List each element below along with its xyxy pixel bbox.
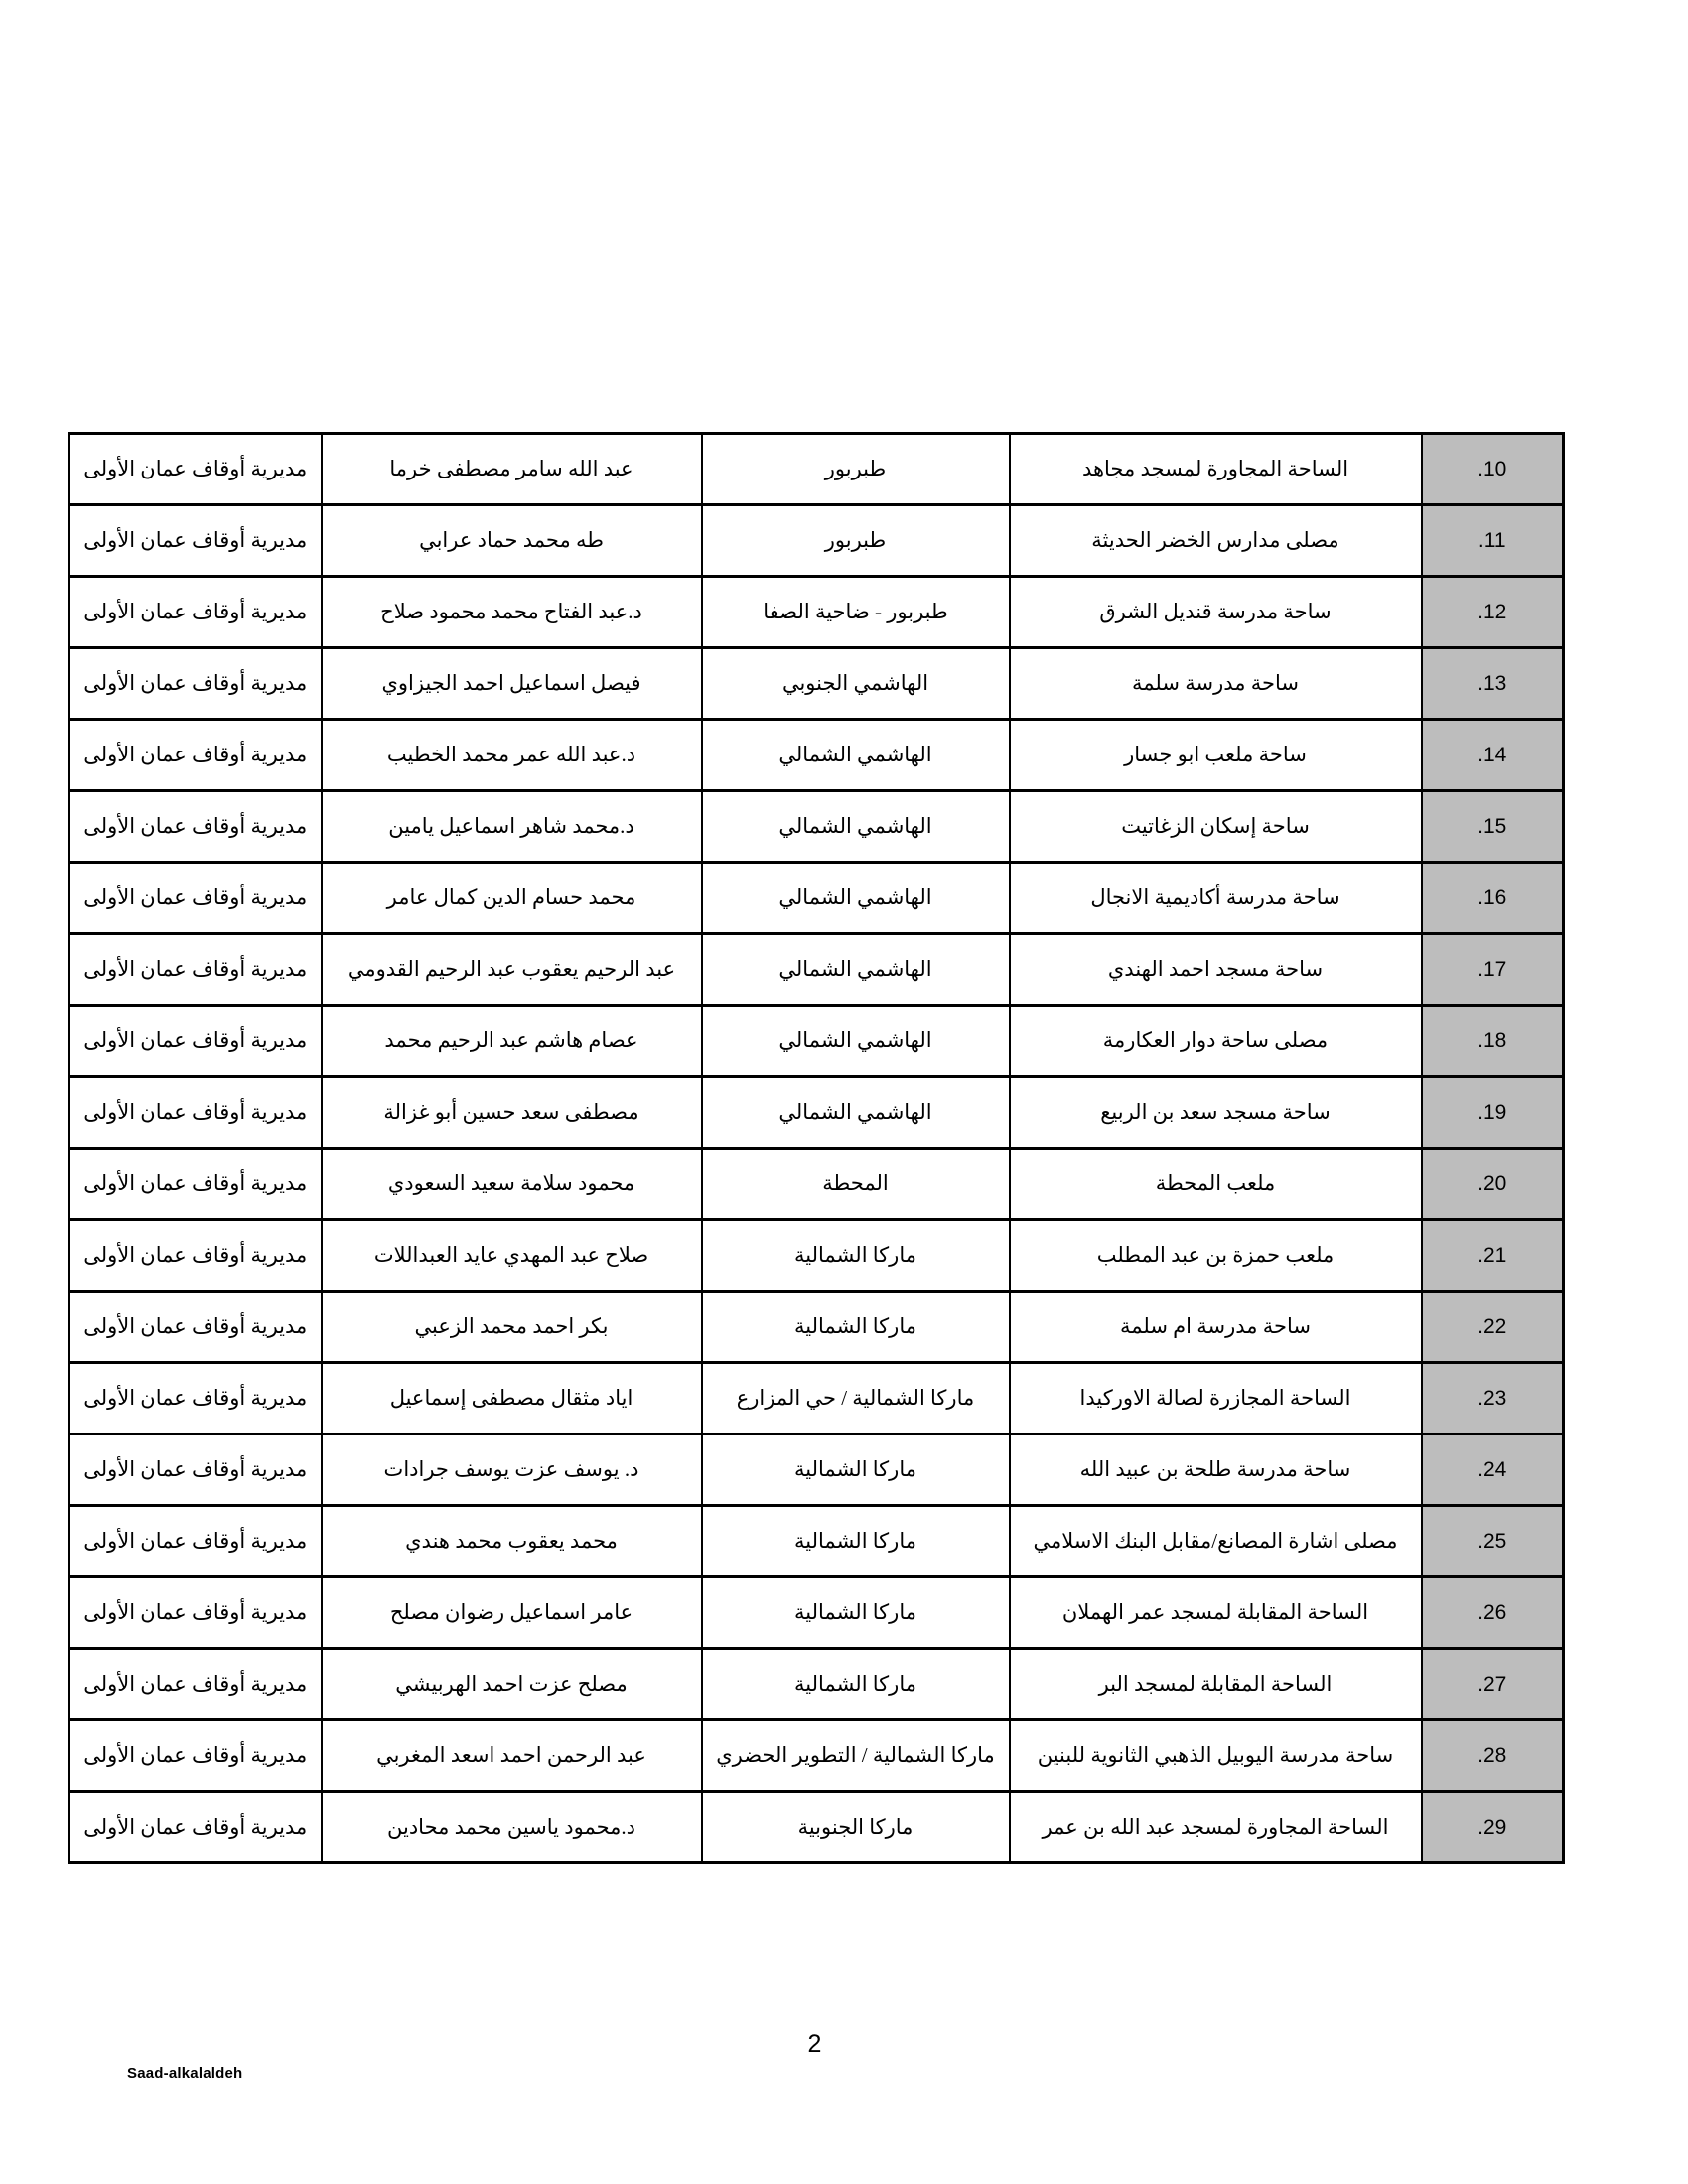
- imam-name-cell: د.محمد شاهر اسماعيل يامين: [322, 791, 702, 863]
- row-number-cell: .28: [1422, 1720, 1564, 1792]
- row-number-cell: .10: [1422, 434, 1564, 505]
- row-number-cell: .12: [1422, 577, 1564, 648]
- row-number-cell: .27: [1422, 1649, 1564, 1720]
- row-number-cell: .14: [1422, 720, 1564, 791]
- row-number-cell: .25: [1422, 1506, 1564, 1577]
- directorate-cell: مديرية أوقاف عمان الأولى: [70, 1220, 322, 1292]
- site-name-cell: ساحة مدرسة اليوبيل الذهبي الثانوية للبنين: [1010, 1720, 1422, 1792]
- site-name-cell: ساحة مسجد سعد بن الربيع: [1010, 1077, 1422, 1149]
- table-row: [70, 1577, 1564, 1649]
- area-cell: الهاشمي الجنوبي: [702, 648, 1010, 720]
- table-row: [70, 1363, 1564, 1434]
- table-row: [70, 791, 1564, 863]
- site-name-cell: مصلى ساحة دوار العكارمة: [1010, 1006, 1422, 1077]
- imam-name-cell: محمود سلامة سعيد السعودي: [322, 1149, 702, 1220]
- directorate-cell: مديرية أوقاف عمان الأولى: [70, 1506, 322, 1577]
- directorate-cell: مديرية أوقاف عمان الأولى: [70, 863, 322, 934]
- imam-name-cell: طه محمد حماد عرابي: [322, 505, 702, 577]
- row-number-cell: .18: [1422, 1006, 1564, 1077]
- area-cell: ماركا الجنوبية: [702, 1792, 1010, 1863]
- row-number-cell: .19: [1422, 1077, 1564, 1149]
- table-row: [70, 577, 1564, 648]
- table-row: [70, 1792, 1564, 1863]
- imam-name-cell: د. يوسف عزت يوسف جرادات: [322, 1434, 702, 1506]
- directorate-cell: مديرية أوقاف عمان الأولى: [70, 434, 322, 505]
- table-row: [70, 1006, 1564, 1077]
- area-cell: ماركا الشمالية / التطوير الحضري: [702, 1720, 1010, 1792]
- directorate-cell: مديرية أوقاف عمان الأولى: [70, 648, 322, 720]
- site-name-cell: ساحة مسجد احمد الهندي: [1010, 934, 1422, 1006]
- area-cell: الهاشمي الشمالي: [702, 863, 1010, 934]
- imam-name-cell: عامر اسماعيل رضوان مصلح: [322, 1577, 702, 1649]
- row-number-cell: .29: [1422, 1792, 1564, 1863]
- area-cell: المحطة: [702, 1149, 1010, 1220]
- row-number-cell: .21: [1422, 1220, 1564, 1292]
- table-row: [70, 1077, 1564, 1149]
- table-row: [70, 934, 1564, 1006]
- waqf-sites-table: [68, 432, 1565, 1864]
- site-name-cell: الساحة المقابلة لمسجد عمر الهملان: [1010, 1577, 1422, 1649]
- area-cell: الهاشمي الشمالي: [702, 1006, 1010, 1077]
- row-number-cell: .20: [1422, 1149, 1564, 1220]
- imam-name-cell: عبد الرحمن احمد اسعد المغربي: [322, 1720, 702, 1792]
- area-cell: ماركا الشمالية / حي المزارع: [702, 1363, 1010, 1434]
- site-name-cell: ساحة مدرسة طلحة بن عبيد الله: [1010, 1434, 1422, 1506]
- imam-name-cell: د.محمود ياسين محمد محادين: [322, 1792, 702, 1863]
- site-name-cell: ملعب المحطة: [1010, 1149, 1422, 1220]
- site-name-cell: ساحة إسكان الزغاتيت: [1010, 791, 1422, 863]
- directorate-cell: مديرية أوقاف عمان الأولى: [70, 1006, 322, 1077]
- row-number-cell: .13: [1422, 648, 1564, 720]
- site-name-cell: الساحة المجاورة لمسجد مجاهد: [1010, 434, 1422, 505]
- imam-name-cell: محمد يعقوب محمد هندي: [322, 1506, 702, 1577]
- site-name-cell: ساحة مدرسة أكاديمية الانجال: [1010, 863, 1422, 934]
- area-cell: ماركا الشمالية: [702, 1434, 1010, 1506]
- directorate-cell: مديرية أوقاف عمان الأولى: [70, 577, 322, 648]
- directorate-cell: مديرية أوقاف عمان الأولى: [70, 934, 322, 1006]
- site-name-cell: ساحة مدرسة قنديل الشرق: [1010, 577, 1422, 648]
- row-number-cell: .24: [1422, 1434, 1564, 1506]
- imam-name-cell: صلاح عبد المهدي عايد العبداللات: [322, 1220, 702, 1292]
- waqf-table-body: [70, 434, 1564, 1863]
- site-name-cell: مصلى مدارس الخضر الحديثة: [1010, 505, 1422, 577]
- area-cell: الهاشمي الشمالي: [702, 791, 1010, 863]
- area-cell: ماركا الشمالية: [702, 1292, 1010, 1363]
- directorate-cell: مديرية أوقاف عمان الأولى: [70, 505, 322, 577]
- site-name-cell: ملعب حمزة بن عبد المطلب: [1010, 1220, 1422, 1292]
- row-number-cell: .23: [1422, 1363, 1564, 1434]
- area-cell: الهاشمي الشمالي: [702, 934, 1010, 1006]
- directorate-cell: مديرية أوقاف عمان الأولى: [70, 1577, 322, 1649]
- imam-name-cell: عبد الرحيم يعقوب عبد الرحيم القدومي: [322, 934, 702, 1006]
- area-cell: ماركا الشمالية: [702, 1649, 1010, 1720]
- table-row: [70, 1149, 1564, 1220]
- footer-author-label: Saad-alkalaldeh: [127, 2065, 243, 2082]
- page-number: 2: [807, 2030, 822, 2058]
- row-number-cell: .15: [1422, 791, 1564, 863]
- imam-name-cell: عصام هاشم عبد الرحيم محمد: [322, 1006, 702, 1077]
- site-name-cell: الساحة المقابلة لمسجد البر: [1010, 1649, 1422, 1720]
- row-number-cell: .16: [1422, 863, 1564, 934]
- table-row: [70, 1720, 1564, 1792]
- directorate-cell: مديرية أوقاف عمان الأولى: [70, 1792, 322, 1863]
- site-name-cell: الساحة المجاورة لمسجد عبد الله بن عمر: [1010, 1792, 1422, 1863]
- site-name-cell: مصلى اشارة المصانع/مقابل البنك الاسلامي: [1010, 1506, 1422, 1577]
- table-row: [70, 648, 1564, 720]
- directorate-cell: مديرية أوقاف عمان الأولى: [70, 1649, 322, 1720]
- imam-name-cell: مصلح عزت احمد الهربيشي: [322, 1649, 702, 1720]
- area-cell: ماركا الشمالية: [702, 1220, 1010, 1292]
- directorate-cell: مديرية أوقاف عمان الأولى: [70, 1292, 322, 1363]
- table-row: [70, 1506, 1564, 1577]
- table-row: [70, 1649, 1564, 1720]
- area-cell: الهاشمي الشمالي: [702, 1077, 1010, 1149]
- area-cell: ماركا الشمالية: [702, 1577, 1010, 1649]
- table-row: [70, 720, 1564, 791]
- area-cell: ماركا الشمالية: [702, 1506, 1010, 1577]
- imam-name-cell: عبد الله سامر مصطفى خرما: [322, 434, 702, 505]
- row-number-cell: .26: [1422, 1577, 1564, 1649]
- imam-name-cell: محمد حسام الدين كمال عامر: [322, 863, 702, 934]
- row-number-cell: .11: [1422, 505, 1564, 577]
- table-row: [70, 505, 1564, 577]
- directorate-cell: مديرية أوقاف عمان الأولى: [70, 791, 322, 863]
- directorate-cell: مديرية أوقاف عمان الأولى: [70, 1720, 322, 1792]
- imam-name-cell: فيصل اسماعيل احمد الجيزاوي: [322, 648, 702, 720]
- site-name-cell: ساحة مدرسة سلمة: [1010, 648, 1422, 720]
- site-name-cell: ساحة مدرسة ام سلمة: [1010, 1292, 1422, 1363]
- area-cell: طبربور: [702, 505, 1010, 577]
- area-cell: الهاشمي الشمالي: [702, 720, 1010, 791]
- imam-name-cell: مصطفى سعد حسين أبو غزالة: [322, 1077, 702, 1149]
- area-cell: طبربور: [702, 434, 1010, 505]
- directorate-cell: مديرية أوقاف عمان الأولى: [70, 1363, 322, 1434]
- directorate-cell: مديرية أوقاف عمان الأولى: [70, 720, 322, 791]
- table-row: [70, 863, 1564, 934]
- imam-name-cell: د.عبد الفتاح محمد محمود صلاح: [322, 577, 702, 648]
- directorate-cell: مديرية أوقاف عمان الأولى: [70, 1149, 322, 1220]
- row-number-cell: .22: [1422, 1292, 1564, 1363]
- directorate-cell: مديرية أوقاف عمان الأولى: [70, 1434, 322, 1506]
- directorate-cell: مديرية أوقاف عمان الأولى: [70, 1077, 322, 1149]
- imam-name-cell: اياد مثقال مصطفى إسماعيل: [322, 1363, 702, 1434]
- area-cell: طبربور - ضاحية الصفا: [702, 577, 1010, 648]
- site-name-cell: الساحة المجازرة لصالة الاوركيدا: [1010, 1363, 1422, 1434]
- table-row: [70, 434, 1564, 505]
- imam-name-cell: د.عبد الله عمر محمد الخطيب: [322, 720, 702, 791]
- table-row: [70, 1220, 1564, 1292]
- table-row: [70, 1434, 1564, 1506]
- row-number-cell: .17: [1422, 934, 1564, 1006]
- site-name-cell: ساحة ملعب ابو جسار: [1010, 720, 1422, 791]
- imam-name-cell: بكر احمد محمد الزعبي: [322, 1292, 702, 1363]
- table-row: [70, 1292, 1564, 1363]
